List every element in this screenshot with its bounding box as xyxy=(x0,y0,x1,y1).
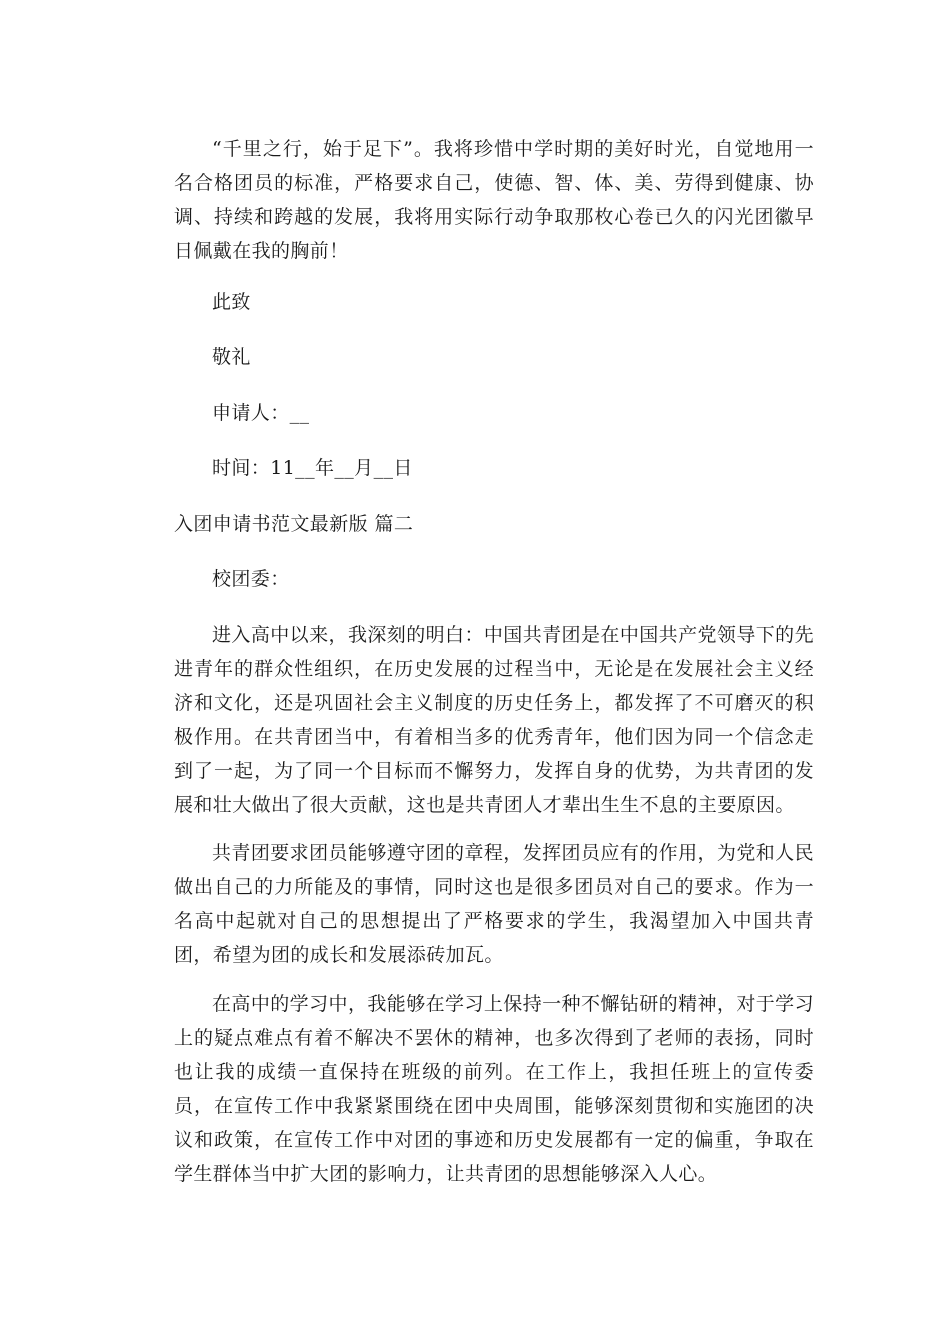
paragraph-introduction: 进入高中以来，我深刻的明白：中国共青团是在中国共产党领导下的先进青年的群众性组织，在历史发展的过程当中，无论是在发展社会主义经济和文化，还是巩固社会主义制度的历史任务上，都发挥了不可磨灭的积极作用。在共青团当中，有着相当多的优秀青年，他们因为同一个信念走到了一起，为了同一个目标而不懈努力，发挥自身的优势，为共青团的发展和壮大做出了很大贡献，这也是共青团人才辈出生生不息的主要原因。 xyxy=(174,624,814,816)
section-title: 入团申请书范文最新版 篇二 xyxy=(174,513,414,535)
applicant-signature: 申请人：__ xyxy=(212,402,310,424)
paragraph-closing-pledge: “千里之行，始于足下”。我将珍惜中学时期的美好时光，自觉地用一名合格团员的标准，严格要求自己，使德、智、体、美、劳得到健康、协调、持续和跨越的发展，我将用实际行动争取那枚心卷已久的闪光团徽早日佩戴在我的胸前！ xyxy=(174,138,814,262)
paragraph-requirements: 共青团要求团员能够遵守团的章程，发挥团员应有的作用，为党和人民做出自己的力所能及的事情，同时这也是很多团员对自己的要求。作为一名高中起就对自己的思想提出了严格要求的学生，我渴望加入中国共青团，希望为团的成长和发展添砖加瓦。 xyxy=(174,842,814,966)
application-date: 时间：11__年__月__日 xyxy=(212,457,413,479)
paragraph-achievements: 在高中的学习中，我能够在学习上保持一种不懈钻研的精神，对于学习上的疑点难点有着不解决不罢休的精神，也多次得到了老师的表扬，同时也让我的成绩一直保持在班级的前列。在工作上，我担任班上的宣传委员，在宣传工作中我紧紧围绕在团中央周围，能够深刻贯彻和实施团的决议和政策，在宣传工作中对团的事迹和历史发展都有一定的偏重，争取在学生群体当中扩大团的影响力，让共青团的思想能够深入人心。 xyxy=(174,993,814,1185)
closing-salute: 敬礼 xyxy=(212,346,251,368)
salutation: 校团委： xyxy=(212,568,290,590)
closing-greeting: 此致 xyxy=(212,291,251,313)
